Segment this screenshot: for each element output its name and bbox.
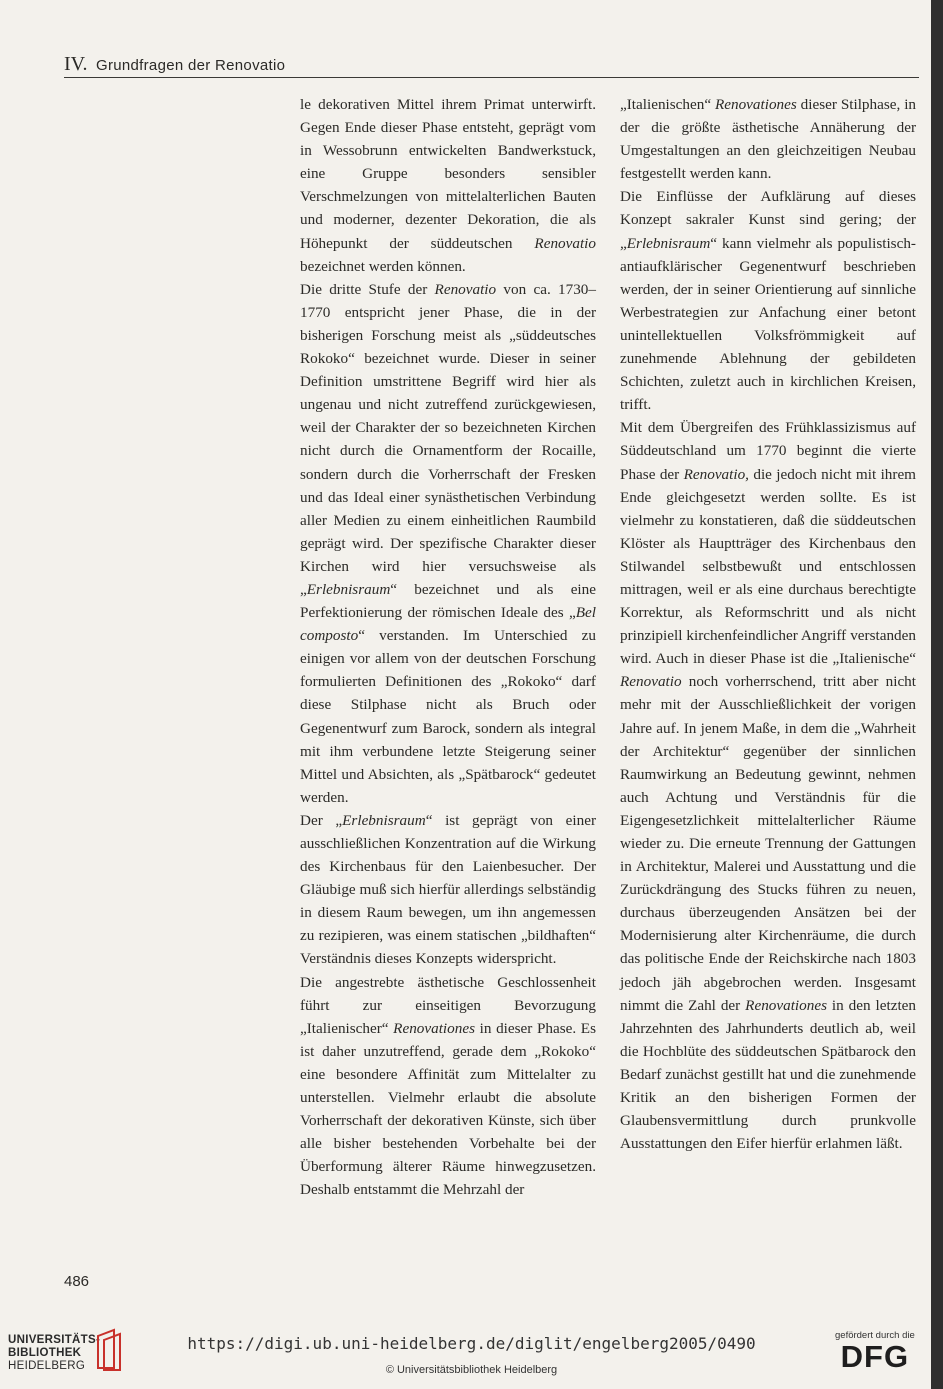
permalink-url[interactable]: https://digi.ub.uni-heidelberg.de/diglit/engelberg2005/0490 (187, 1334, 756, 1353)
left-text-column (300, 93, 596, 1202)
dfg-supported-by: gefördert durch die (835, 1330, 915, 1341)
paragraph: Der „Erlebnisraum“ ist geprägt von einer ausschließlichen Konzentration auf die Wirkung des Kirchenbaus für den Laienbesucher. Der Gläubige muß sich hierfür allerdings selbständig in diesem Raum bewegen, um ihn angemessen zu rezipieren, was einem statischen „bildhaften“ Verständnis dieses Konzepts widerspricht. (300, 811, 597, 968)
right-text-column (620, 93, 916, 1155)
paragraph: Die angestrebte ästhetische Geschlossenheit führt zur einseitigen Bevorzugung „Italienischer“ Renovationes in dieser Phase. Es ist daher unzutreffend, gerade dem „Rokoko“ eine besondere Affinität zum Mittelalter zu unterstellen. Vielmehr erlaubt die absolute Vorherrschaft der dekorativen Künste, sich über alle bisher bestehenden Vorbehalte bei der Überformung älterer Räume hinwegzusetzen. Deshalb entstammt die Mehrzahl der (300, 973, 596, 1199)
dfg-logo (835, 1330, 915, 1373)
logo-line-2: BIBLIOTHEK (8, 1347, 82, 1359)
page-edge (931, 0, 943, 1389)
copyright-notice: © Universitätsbibliothek Heidelberg (385, 1364, 558, 1376)
dfg-wordmark: DFG (840, 1339, 910, 1374)
logo-line-3: HEIDELBERG (8, 1360, 86, 1372)
paragraph: Mit dem Übergreifen des Frühklassizismus auf Süddeutschland um 1770 beginnt die vierte Phase der Renovatio, die jedoch nicht mit ihrem Ende gleichgesetzt werden sollte. Es ist vielmehr zu konstatieren, daß die süddeutschen Klöster als Hauptträger des Kirchenbaus den Stilwandel selbstbewußt und entschlossen mittragen, weil er als eine durchaus berechtigte Korrektur, als Reformschritt und als nicht prinzipiell kirchenfeindlicher Angriff verstanden wird. Auch in dieser Phase ist die „Italienische“ Renovatio noch vorherrschend, tritt aber nicht mehr mit der Ausschließlichkeit der vorigen Jahre auf. In jenem Maße, in dem die „Wahrheit der Architektur“ gegenüber der sinnlichen Raumwirkung an Bedeutung gewinnt, nehmen auch Achtung und Verständnis für die Eigengesetzlichkeit mittelalterlicher Räume wieder zu. Die erneute Trennung der Gattungen in Architektur, Malerei und Ausstattung und die Zurückdrängung des Stucks führen zu neuen, durchaus überzeugenden Ansätzen bei der Modernisierung alter Kirchenräume, die durch das politische Ende der Reichskirche nach 1803 jedoch jäh abgebrochen werden. Insgesamt nimmt die Zahl der Renovationes in den letzten Jahrzehnten des Jahrhunderts deutlich ab, weil die Hochblüte des süddeutschen Spätbarock den Bedarf zunächst gestillt hat und die zunehmende Kritik an den bisherigen Formen der Glaubensvermittlung durch prunkvolle Ausstattungen den Eifer hierfür erlahmen läßt. (620, 419, 917, 1153)
footer-bar (0, 1320, 943, 1389)
page-number: 486 (64, 1273, 90, 1290)
paragraph: Die dritte Stufe der Renovatio von ca. 1730–1770 entspricht jener Phase, die in der bisherigen Forschung meist als „süddeutsches Rokoko“ bezeichnet wurde. Dieser in seiner Definition umstrittene Begriff wird hier als ungenau und nicht zutreffend zurückgewiesen, weil der Charakter der so bezeichneten Kirchen nicht durch die Ornamentform der Rocaille, sondern durch die Vorherrschaft der Fresken und das Ideal einer synästhetischen Verbindung aller Medien zu einem einheitlichen Raumbild geprägt wird. Der spezifische Charakter dieser Kirchen wird hier versuchsweise als „Erlebnisraum“ bezeichnet und als eine Perfektionierung der römischen Ideale des „Bel composto“ verstanden. Im Unterschied zu einigen vor allem von der deutschen Forschung formulierten Definitionen des „Rokoko“ darf diese Stilphase nicht als Bruch oder Gegenentwurf zum Barock, sondern als integral mit ihm verbundene letzte Steigerung seiner Mittel und Absichten, als „Spätbarock“ gedeutet werden. (300, 280, 596, 806)
running-header (64, 53, 919, 78)
paragraph: le dekorativen Mittel ihrem Primat unterwirft. Gegen Ende dieser Phase entsteht, geprägt vom in Wessobrunn entwickelten Bandwerkstuck, eine Gruppe besonders sensibler Verschmelzungen von mittelalterlichen Bauten und moderner, dezenter Dekoration, die als Höhepunkt der süddeutschen Renovatio bezeichnet werden können. (300, 96, 596, 275)
logo-line-1: UNIVERSITÄTS- (8, 1334, 101, 1346)
paragraph: Die Einflüsse der Aufklärung auf dieses Konzept sakraler Kunst sind gering; der „Erlebnisraum“ kann vielmehr als populistisch-antiaufklärischer Gegenentwurf beschrieben werden, der in seiner Orientierung auf sinnliche Werbestrategien zur Anfachung einer betont unintellektuellen Volksfrömmigkeit auf zunehmende Ablehnung der gebildeten Schichten, zuletzt auch in kirchlichen Kreisen, trifft. (620, 188, 916, 414)
paragraph: „Italienischen“ Renovationes dieser Stilphase, in der die größte ästhetische Annäherung der Umgestaltungen an den gleichzeitigen Neubau festgestellt werden kann. (620, 96, 917, 183)
running-title: Grundfragen der Renovatio (95, 57, 286, 74)
chapter-number: IV. (64, 53, 88, 75)
